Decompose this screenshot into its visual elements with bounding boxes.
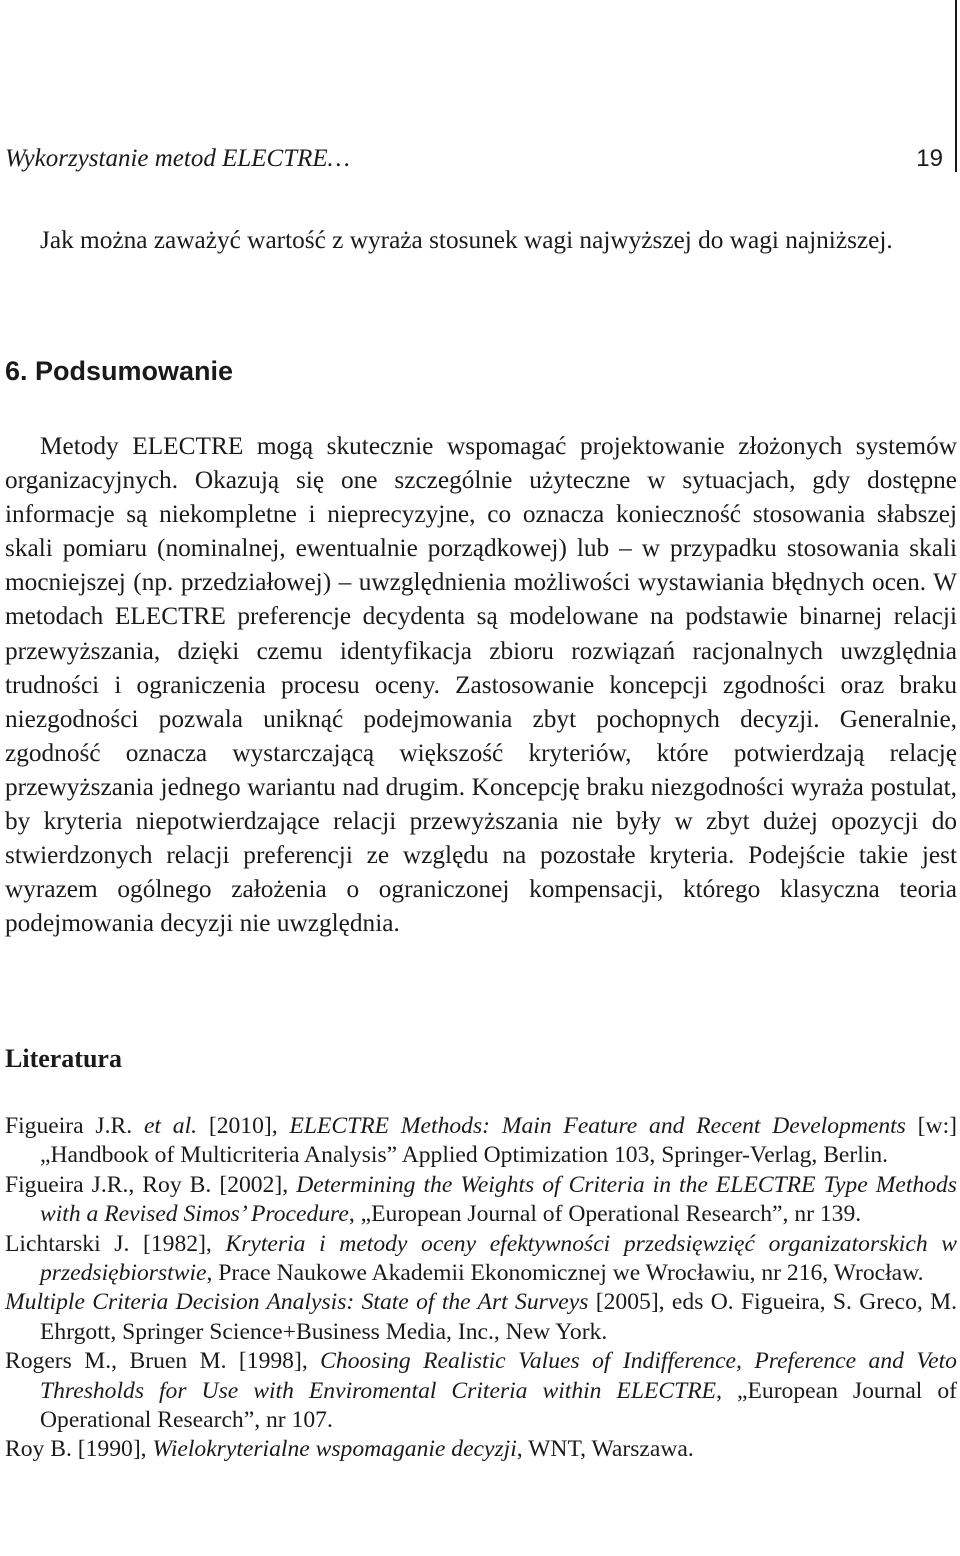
bib-author: Lichtarski J. <box>5 1230 130 1257</box>
bibliography-entry <box>5 1347 957 1435</box>
running-header <box>5 142 943 176</box>
bib-author: Figueira J.R. <box>5 1113 144 1139</box>
bib-title: Multiple Criteria Decision Analysis: State of the Art Surveys <box>5 1289 589 1316</box>
bib-year: [2002], <box>211 1171 297 1198</box>
bib-author: Figueira J.R., Roy B. <box>5 1171 212 1198</box>
bib-publication: , WNT, Warszawa. <box>516 1436 694 1463</box>
bibliography-list <box>5 1112 957 1465</box>
bib-year: [1998], <box>226 1348 321 1375</box>
literature-heading: Literatura <box>5 1044 122 1073</box>
bib-publication: , „European Journal of Operational Research”, nr 139. <box>348 1201 862 1228</box>
bib-author-etal: et al. <box>143 1113 198 1139</box>
bib-year: [2010], <box>197 1113 290 1139</box>
page-number: 19 <box>916 145 943 172</box>
bib-title: Kryteria i metody oceny efektywności przedsięwzięć organizatorskich w przedsiębiorstwie <box>40 1230 957 1287</box>
bibliography-entry <box>5 1230 957 1289</box>
bib-year: [1982], <box>129 1230 226 1257</box>
running-title: Wykorzystanie metod ELECTRE… <box>5 145 350 172</box>
summary-heading: 6. Podsumowanie <box>5 356 234 386</box>
bib-title: ELECTRE Methods: Main Feature and Recent Developments <box>289 1113 906 1139</box>
bib-publication: [2005], eds O. Figueira, S. Greco, M. Ehrgott, Springer Science+Business Media, Inc., New York. <box>40 1289 957 1345</box>
bib-title: Determining the Weights of Criteria in the ELECTRE Type Methods with a Revised Simos’ Procedure <box>40 1171 957 1228</box>
bib-author: Roy B. <box>5 1436 72 1463</box>
bib-publication: , „European Journal of Operational Research”, nr 107. <box>40 1377 957 1434</box>
bibliography-entry <box>5 1435 957 1464</box>
intro-paragraph: Jak można zaważyć wartość z wyraża stosunek wagi najwyższej do wagi najniższej. <box>40 226 893 254</box>
bibliography-entry <box>5 1171 957 1230</box>
bibliography-entry <box>5 1112 957 1171</box>
bib-publication: [w:] „Handbook of Multicriteria Analysis” Applied Optimization 103, Springer-Verlag, Berlin. <box>40 1113 957 1169</box>
bib-title: Wielokryterialne wspomaganie decyzji <box>152 1436 517 1463</box>
bibliography-entry <box>5 1288 957 1347</box>
bib-publication: , Prace Naukowe Akademii Ekonomicznej we Wrocławiu, nr 216, Wrocław. <box>206 1260 924 1287</box>
summary-paragraph: Metody ELECTRE mogą skutecznie wspomagać projektowanie złożonych systemów organizacyjnych. Okazują się one szczególnie użyteczne w sytuacjach, gdy dostępne informacje są niekompletne i nieprecyzyjne, co oznacza konieczność stosowania słabszej skali pomiaru (nominalnej, ewentualnie porządkowej) lub – w przypadku stosowania skali mocniejszej (np. przedziałowej) – uwzględnienia możliwości wystawiania błędnych ocen. W metodach ELECTRE preferencje decydenta są modelowane na podstawie binarnej relacji przewyższania, dzięki czemu identyfikacja zbioru rozwiązań racjonalnych uwzględnia trudności i ograniczenia procesu oceny. Zastosowanie koncepcji zgodności oraz braku niezgodności pozwala uniknąć podejmowania zbyt pochopnych decyzji. Generalnie, zgodność oznacza wystarczającą większość kryteriów, które potwierdzają relację przewyższania jednego wariantu nad drugim. Koncepcję braku niezgodności wyraża postulat, by kryteria niepotwierdzające relacji przewyższania nie były w zbyt dużej opozycji do stwierdzonych relacji preferencji ze względu na pozostałe kryteria. Podejście takie jest wyrazem ogólnego założenia o ograniczonej kompensacji, którego klasyczna teoria podejmowania decyzji nie uwzględnia. <box>5 432 957 938</box>
bib-title: Choosing Realistic Values of Indifference, Preference and Veto Thresholds for Use with Enviromental Criteria within ELECTRE <box>40 1348 957 1404</box>
bib-author: Rogers M., Bruen M. <box>5 1348 227 1375</box>
page-edge-rule <box>955 0 957 172</box>
bib-year: [1990], <box>71 1436 153 1463</box>
